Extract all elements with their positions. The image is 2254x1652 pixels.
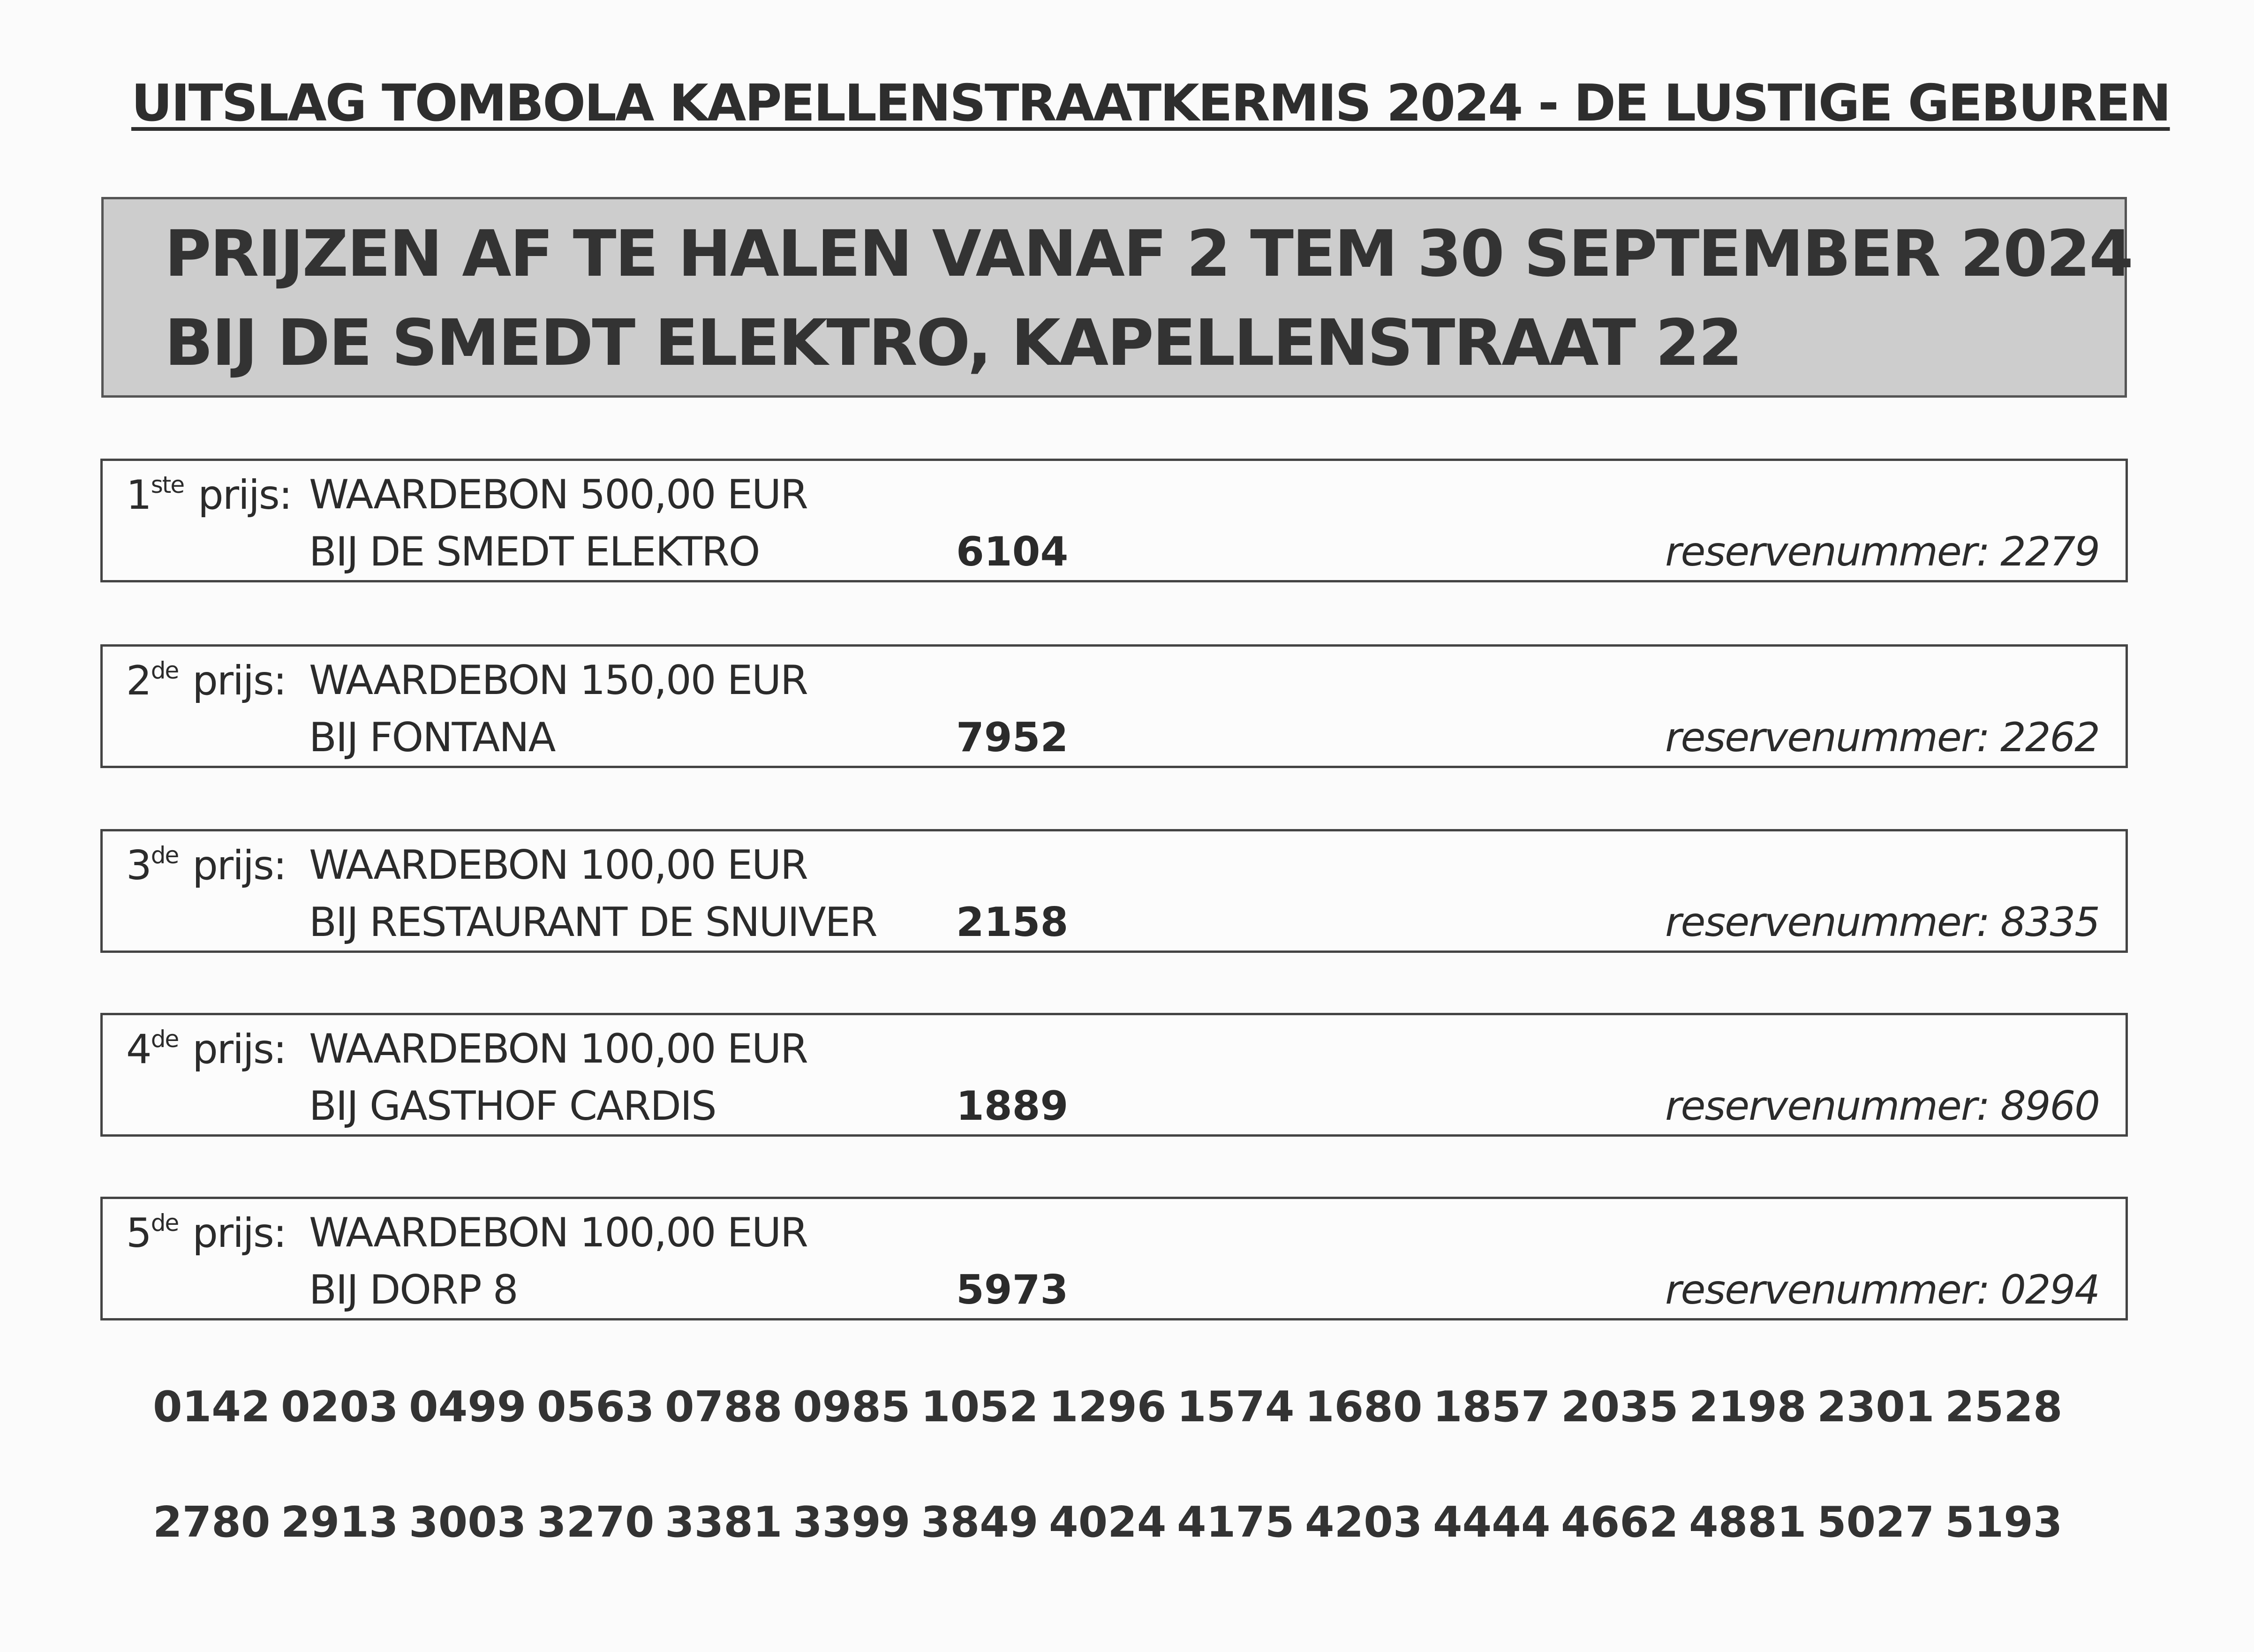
reserve-number: 2279 — [2000, 528, 2099, 575]
rank-word: prijs: — [198, 472, 292, 519]
prize-shop: BIJ FONTANA — [309, 714, 555, 761]
winning-number: 2035 — [1561, 1382, 1679, 1432]
prize-shop: BIJ DE SMEDT ELEKTRO — [309, 528, 760, 575]
prize-box-2 — [100, 644, 2128, 768]
winning-number: 2528 — [1945, 1382, 2063, 1432]
prize-rank — [126, 471, 292, 519]
reserve-label: reservenummer: — [1665, 1267, 1990, 1313]
winning-number: 0203 — [281, 1382, 399, 1432]
prize-box-1 — [100, 459, 2128, 582]
other-numbers-row-1 — [153, 1382, 2073, 1432]
prize-rank — [126, 1026, 286, 1073]
prize-rank — [126, 842, 286, 889]
winning-number: 3270 — [537, 1498, 655, 1547]
winning-number: 3003 — [409, 1498, 527, 1547]
reserve-info — [1665, 899, 2099, 946]
winning-number: 3399 — [793, 1498, 911, 1547]
reserve-number: 8335 — [2000, 899, 2099, 946]
rank-number: 2 — [126, 657, 151, 704]
reserve-label: reservenummer: — [1665, 714, 1990, 761]
reserve-number: 0294 — [2000, 1267, 2099, 1313]
rank-suffix: de — [151, 1209, 179, 1237]
winning-number: 2158 — [956, 899, 1069, 946]
rank-word: prijs: — [192, 1210, 286, 1257]
winning-number: 4024 — [1049, 1498, 1167, 1547]
winning-number: 0499 — [409, 1382, 527, 1432]
winning-number: 7952 — [956, 714, 1069, 761]
winning-number: 6104 — [956, 528, 1069, 575]
winning-number: 0142 — [153, 1382, 271, 1432]
reserve-info — [1665, 528, 2099, 575]
reserve-label: reservenummer: — [1665, 1083, 1990, 1130]
reserve-label: reservenummer: — [1665, 528, 1990, 575]
prize-rank — [126, 657, 286, 704]
prize-description: WAARDEBON 150,00 EUR — [309, 657, 807, 704]
rank-suffix: de — [151, 1026, 179, 1053]
winning-number: 5193 — [1945, 1498, 2063, 1547]
winning-number: 2780 — [153, 1498, 271, 1547]
rank-word: prijs: — [192, 657, 286, 704]
rank-word: prijs: — [192, 1026, 286, 1073]
prize-rank — [126, 1209, 286, 1257]
prize-box-3 — [100, 829, 2128, 953]
banner-line-dates: PRIJZEN AF TE HALEN VANAF 2 TEM 30 SEPTEMBER 2024 — [165, 217, 2132, 291]
prize-shop: BIJ DORP 8 — [309, 1267, 518, 1313]
winning-number: 1296 — [1049, 1382, 1167, 1432]
reserve-number: 8960 — [2000, 1083, 2099, 1130]
banner-line-address: BIJ DE SMEDT ELEKTRO, KAPELLENSTRAAT 22 — [165, 306, 1741, 380]
pickup-banner — [101, 197, 2132, 398]
rank-suffix: de — [151, 657, 179, 684]
winning-number: 2913 — [281, 1498, 399, 1547]
winning-number: 4881 — [1689, 1498, 1807, 1547]
rank-number: 4 — [126, 1026, 151, 1073]
page-title: UITSLAG TOMBOLA KAPELLENSTRAATKERMIS 2024 - DE LUSTIGE GEBUREN — [131, 74, 2170, 133]
winning-number: 4444 — [1433, 1498, 1551, 1547]
winning-number: 1680 — [1305, 1382, 1423, 1432]
prize-description: WAARDEBON 100,00 EUR — [309, 1026, 807, 1072]
winning-number: 1574 — [1177, 1382, 1295, 1432]
rank-suffix: ste — [151, 471, 184, 498]
reserve-info — [1665, 1267, 2099, 1313]
reserve-info — [1665, 714, 2099, 761]
prize-box-5 — [100, 1197, 2128, 1320]
winning-number: 5027 — [1817, 1498, 1935, 1547]
winning-number: 0563 — [537, 1382, 655, 1432]
prize-description: WAARDEBON 500,00 EUR — [309, 471, 807, 518]
reserve-info — [1665, 1083, 2099, 1130]
reserve-label: reservenummer: — [1665, 899, 1990, 946]
prize-shop: BIJ GASTHOF CARDIS — [309, 1083, 716, 1130]
rank-number: 1 — [126, 472, 151, 519]
winning-number: 3381 — [665, 1498, 783, 1547]
winning-number: 4203 — [1305, 1498, 1423, 1547]
winning-number: 5973 — [956, 1267, 1069, 1313]
winning-number: 0788 — [665, 1382, 783, 1432]
prize-shop: BIJ RESTAURANT DE SNUIVER — [309, 899, 877, 946]
winning-number: 4175 — [1177, 1498, 1295, 1547]
prize-description: WAARDEBON 100,00 EUR — [309, 842, 807, 889]
other-numbers-row-2 — [153, 1498, 2073, 1547]
winning-number: 2198 — [1689, 1382, 1807, 1432]
winning-number: 2301 — [1817, 1382, 1935, 1432]
rank-suffix: de — [151, 842, 179, 869]
winning-number: 1889 — [956, 1083, 1069, 1130]
winning-number: 0985 — [793, 1382, 911, 1432]
winning-number: 1052 — [921, 1382, 1039, 1432]
prize-description: WAARDEBON 100,00 EUR — [309, 1209, 807, 1256]
winning-number: 4662 — [1561, 1498, 1679, 1547]
winning-number: 1857 — [1433, 1382, 1551, 1432]
rank-word: prijs: — [192, 842, 286, 889]
rank-number: 3 — [126, 842, 151, 889]
prize-box-4 — [100, 1013, 2128, 1137]
rank-number: 5 — [126, 1210, 151, 1257]
reserve-number: 2262 — [2000, 714, 2099, 761]
winning-number: 3849 — [921, 1498, 1039, 1547]
